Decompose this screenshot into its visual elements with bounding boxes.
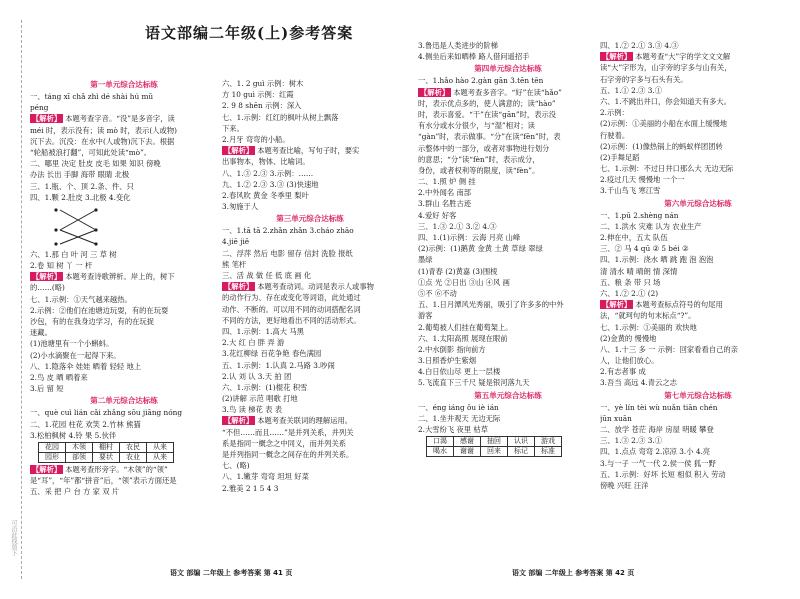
analysis-line [222,145,398,156]
answer-line: 时，表示喜爱。“干”在读“gān”时，表示没 [418,109,557,119]
answer-line: 二、1.照 炉 侧 挂 [418,177,476,187]
section-heading: 第四单元综合达标练 [474,64,542,74]
section-heading: 第二单元综合达标练 [90,396,158,406]
answer-line: jūn xuān [600,413,632,423]
answer-line: (2)示例：(1)像热锅上的蚂蚁样团团转 [600,141,723,151]
answer-line: 3.鲁迅是人类进步的阶梯 [418,41,498,50]
answer-line: 一、táng xī chǎ zhì dé shài hú mǔ [30,92,154,101]
answer-line: 3.千山鸟飞 寒江雪 [600,186,661,196]
grid-cell: 部领 [66,452,93,462]
analysis-text: 本题考查形旁字。“木领”的“领” [65,464,168,474]
answer-line: (1)池塘里有一个小蝌蚪。 [30,339,114,349]
answer-line: (2)示例：(1)鹅黄 金黄 土黄 草绿 翠绿 [418,244,543,254]
section-heading: 第三单元综合达标练 [276,214,344,224]
section-heading: 第七单元综合达标练 [664,390,732,400]
answer-line: 四、1.② 2.① 3.③ 4.③ [600,41,679,50]
analysis-line [418,87,598,98]
page-footer-left: 语文 部编 二年级上 参考答案 第 41 页 [170,569,293,577]
section-heading: 第一单元综合达标练 [90,80,158,89]
answer-line: 七、1.示例：①天气越来越热。 [30,294,132,304]
answer-line: 三、1.瓶、个、顶 2.条、件、只 [30,181,134,191]
answer-line: 下来。 [222,123,244,133]
grid-cell: 标记 [508,447,535,457]
matching-lines-diagram [48,204,108,248]
answer-line: 2.中外闻名 南部 [418,188,472,198]
analysis-line [600,299,796,310]
answer-line: 4.侧坐后来如晒棒 路人借问遥招手 [418,52,530,62]
answer-line: 六、1. 2 guì 示例：树木 [222,79,304,88]
grid-cell: 认识 [508,437,535,447]
answer-line: 2.伸在中，五太 队伍 [600,233,668,242]
analysis-line [30,113,218,124]
answer-line: 2.鸟 皮 晒 晒着来 [30,372,88,382]
column-1 [30,78,218,497]
answer-line: 三、活 战 做 任 低 底 画 化 [222,271,312,280]
answer-line: 3.群山 名胜古迹 [418,199,472,209]
answer-line: 时，表示优点多的，使人满意的；读“hào” [418,98,556,108]
analysis-text: 本题考查“大”字的学文文文解 [635,52,731,62]
matching-dot [54,242,57,245]
answer-line: 3.花红柳绿 百花争艳 春色满园 [222,349,322,359]
answer-line: 是“耳”，“年”都“拼音”后，“领”表示方面还是 [30,476,177,486]
matching-dot [94,242,97,245]
grid-cell: 感谢 [454,437,481,447]
answer-line: 六、1.示例：(1)棍花 积雪 [222,382,308,392]
answer-line: 身份，或者权利等的限度，读“fèn”。 [418,165,540,175]
analysis-text: 本题考查字音。“没”是多音字，读 [65,114,175,124]
grid-cell: 园形 [39,452,66,462]
answer-line: 二、1.花园 柱花 欢笑 2.竹林 熊猫 [30,419,141,429]
answer-line: 3.与一子 一气一代 2.侯一侯 狐一野 [600,458,716,468]
answer-line: 迷藏。 [30,328,52,338]
grid-cell: 要状 [93,452,120,462]
answer-line: 四、1.示例：浇水 晒 跳 跑 泡 泡泡 [600,255,714,265]
grid-cell: 从来 [147,452,174,462]
answer-line: “不但……而且……”是并列关系，并列关 [222,427,354,437]
answer-line: 示整体中的一部分，或者对事物进行划分 [418,143,550,153]
grid-cell: 游戏 [535,437,562,447]
answer-line: 六、1.那 白 叶 河 三 草 树 [30,249,117,259]
answer-line: 系是指同一概念之中同义，而并列关系 [222,438,347,448]
analysis-tag: 【解析】 [602,52,632,62]
answer-line: 4.白日依山尽 更上一层楼 [418,367,501,377]
answer-line: 六、1.② 2.① (2) [600,288,659,298]
answer-line: 一、yè lín tèi wù nuǎn tiān chén [600,402,718,412]
answer-line: 石字旁的字多与石头有关。 [600,74,688,84]
grid-cell: 棚村 [93,442,120,452]
answer-line: 四、1.颗 2.肚皮 3.北极 4.变化 [30,192,131,202]
answer-line: 八、1.隐落伞 娃娃 晒着 轻轻 地上 [30,361,142,371]
analysis-line [30,464,218,475]
binding-side-text: 可沿此线剪下 [10,520,17,556]
grid-cell: 木领 [66,442,93,452]
answer-line: ⑤不 ⑥不动 [418,288,457,298]
analysis-tag: 【解析】 [32,272,62,282]
answer-line: (2)示例：①美丽的小船在水面上缓慢地 [600,119,728,129]
answer-line: 有水分或水分很少，与“湿”相对；读 [418,121,535,131]
answer-line: (2)金黄的 慢慢地 [600,333,657,343]
column-3 [418,40,598,458]
page-title: 语文部编二年级(上)参考答案 [145,24,354,42]
answer-line: 出事物本，物体、比喻词。 [222,157,310,167]
answer-line: 的……(略) [30,283,65,293]
analysis-tag: 【解析】 [602,300,632,310]
answer-line: 3.日照香炉生紫烟 [418,356,477,366]
grid-cell: 喝水 [427,447,454,457]
analysis-line [222,281,398,292]
analysis-tag: 【解析】 [32,464,62,474]
answer-line: 五、采 把 户 台 方 家 双 片 [30,487,120,497]
answer-line: 七、1.示例：①美丽的 欢快地 [600,322,697,332]
analysis-text: 本题考查诗歌辨析。岸上的，树下 [65,272,175,282]
binding-line [21,20,22,579]
grid-cell: 口渴 [427,437,454,447]
answer-line: 2.雅美 2 1 5 4 3 [222,483,279,493]
matching-dot [54,228,57,231]
answer-line: 七、1.示例：红红的枫叶从树上飘落 [222,112,339,122]
grid-cell: 花园 [39,442,66,452]
answer-line: 五、1.示例：好坏 长短 相似 积入 劳动 [600,469,726,479]
answer-line: 5.飞流直下三千尺 疑是银河落九天 [418,378,530,388]
answer-line: 三、1.③ 2.③ 3.① [600,436,663,446]
answer-line: 二、1.洪水 灾难 认为 农业生产 [600,221,702,231]
answer-line: 3.吾当 高远 4.青云之志 [600,378,677,388]
column-4 [600,40,796,491]
analysis-text: 本题考查动词。动词是表示人或事物 [257,282,374,292]
page-footer-right: 语文 部编 二年级上 参考答案 第 42 页 [512,569,635,577]
grid-cell: 回来 [481,447,508,457]
section-heading: 第六单元综合达标练 [664,198,732,208]
answer-line: 八、1.③ 2.③ 3.示例：…… [222,168,314,178]
answer-line: ①点 光 ②日出 ③山 ④风 画 [418,277,510,287]
grid-cell: 农民 [120,442,147,452]
grid-cell: 标准 [535,447,562,457]
answer-line: 七、(略) [222,461,250,471]
answer-line: 一、éng iáng ǒu iè ián [418,402,499,412]
answer-line: 3.松柏枫树 4.铃 果 5.伙伴 [30,430,117,440]
answer-line: 一、què cuì lián cǎi zhǎng sōu jiāng nóng [30,408,183,418]
answer-line: 沙包，有的在我身边学习，有的在玩捉 [30,317,155,326]
answer-line: 二、哪里 决定 肚皮 皮毛 如果 知识 傍晚 [30,159,161,169]
answer-line: 是并列指同一概念之间存在的并列关系。 [222,450,354,459]
answer-line: 人，让他们放心。 [600,356,659,366]
answer-line: 3.鸟 读 梯花 表 表 [222,405,283,415]
answer-line: 4.爱好 好客 [418,210,457,220]
analysis-text: 本题考查关联词的理解运用。 [257,416,353,426]
grid-cell: 谢谢 [454,447,481,457]
answer-line: 2.中水倒影 指向前方 [418,344,486,354]
analysis-tag: 【解析】 [224,282,254,292]
answer-line: 2.认 刘 认 3.天 拍 团 [222,371,292,381]
answer-line: 2.示例： [600,108,629,118]
answer-line: 八、1.嫩芽 弯弯 坦坦 好菜 [222,472,309,482]
answer-line: 七、1.示例：不过日井口那么大 无边无际 [600,164,734,174]
column-2 [222,78,398,494]
answer-line: 五、1.示例：1.认真 2.马路 3.吵闹 [222,360,335,370]
answer-line: 一、1.tā tā 2.zhǎn zhǎn 3.cháo zhāo [222,226,354,236]
answer-line: 傍晚 兴旺 汪洋 [600,480,649,490]
answer-line: 2.大 红 白 胖 弄 游 [222,338,285,348]
answer-line: 二、放学 苍茫 海岸 房屋 明暖 攀登 [600,425,714,434]
answer-line: 2.月牙 弯弯的小船。 [222,134,290,144]
answer-line: 五、1.日月潭风光秀丽，吸引了许多多的中外 [418,300,564,310]
answer-line: 2.卷 知 树 丫 一 杆 [30,261,93,271]
answer-line: 熊 笔杆 [222,259,247,269]
answer-line: 方 10 guì 示例：红霞 [222,90,294,100]
answer-line: 动作、不断的。可以用不同的动词搭配名词 [222,304,361,314]
answer-line: (2)讲解 示范 唱歌 打地 [222,394,298,404]
answer-line: 2. 9 8 shēn 示例：深入 [222,101,302,111]
analysis-tag: 【解析】 [224,416,254,426]
analysis-text: 本题考查标点符号的句尾用 [635,300,723,310]
answer-line: 4.jiē jiě [222,237,250,247]
answer-line: 四、1.示例：1.高大 马黑 [222,326,304,336]
answer-line: 一、1.pū 2.shèng nán [600,210,679,220]
answer-line: 二、1.坐井观天 无边无际 [418,413,501,423]
answer-line: 2.春风吹 黄金 冬季里 梨叶 [222,190,309,200]
answer-line: 一、1.hǎo hào 2.gàn gān 3.tēn tēn [418,76,544,86]
analysis-line [222,415,398,426]
answer-line: (2)小水滴聚在一起得下来。 [30,350,121,360]
answer-line: “轮船被浪打翻”，可知此处读“mò”。 [30,147,152,157]
answer-line: 墨绿 [418,255,433,265]
answer-line: (2)手舞足蹈 [600,152,640,162]
answer-line: 沉下去。沉没：在水中(人或物)沉下去。根据 [30,136,175,146]
analysis-text: 本题考查多音字。“好”在读“hǎo” [453,87,562,97]
answer-line: 2.疫过几天 慢慢地 一个一 [600,175,685,185]
answer-line: 二、浮萍 然后 电影 留存 信封 洗脸 报纸 [222,248,353,258]
answer-line: 五、1.① 2.③ 3.① [600,85,663,95]
answer-line: 行驶着。 [600,130,630,140]
answer-line: 3.匆施于人 [222,202,259,212]
section-heading: 第五单元综合达标练 [474,390,542,400]
answer-line: 法，“就珂句的句末标点“?”。 [600,311,696,321]
answer-line: 2.有志者事 成 [600,367,646,377]
answer-line: (1)青春 (2)黄嘉 (3)围棱 [418,266,498,276]
grid-cell: 抽回 [481,437,508,447]
grid-cell: 从来 [147,442,174,452]
grid-cell: 农业 [120,452,147,462]
answer-line: “gàn”时，表示做事。“分”在读“fēn”时，表 [418,132,561,142]
answer-line: 九、1.② 2.③ 3.③ (3)快速地 [222,179,319,189]
answer-line: 2.示例：②他们在池塘边玩耍，有的在玩耍 [30,305,169,315]
word-grid [38,442,174,463]
answer-line: 办法 长出 手脚 海带 眼睛 北极 [30,170,130,180]
analysis-tag: 【解析】 [224,146,254,156]
answer-line: 清 清水 晴 晴朗 情 深情 [600,266,678,276]
analysis-line [30,271,218,282]
answer-line: 的动作行为、存在或变化等词语，此处通过 [222,293,361,303]
answer-line: 三、② 马 4 qū ② 5 béi ② [600,244,689,254]
answer-line: 2.大雪纷飞 夜里 枯草 [418,425,488,434]
answer-line: 读“大”字形为，山字旁的字多与山有关， [600,63,732,73]
analysis-text: 本题考查比喻，写句子时，要实 [257,146,360,156]
answer-line: 不同的方法，更好地看出不同的活动形式。 [222,315,361,325]
answer-line: méi 时，表示没有；读 mò 时，表示(人或物) [30,125,177,135]
matching-dot [54,208,57,211]
answer-line: péng [30,103,49,113]
right-page [400,0,800,599]
answer-line: 3.后 留 短 [30,384,64,394]
answer-line: 的意思；“分”读“fèn”时，表示成分， [418,154,540,164]
answer-line: 游客 [418,311,433,321]
answer-line: 2.葡萄被人们挂在葡萄架上。 [418,322,513,332]
answer-line: 五、粮 条 带 只 场 [600,277,661,287]
answer-line: 四、1.(1)示例：云海 月亮 山峰 [418,233,521,242]
answer-line: 四、1.点点 弯弯 2.凉凉 3.小 4.亮 [600,447,711,457]
word-grid [426,436,562,457]
analysis-tag: 【解析】 [420,87,450,97]
answer-line: 六、1.太阳高照 展现在眼前 [418,333,508,343]
analysis-line [600,51,796,62]
matching-dot [94,228,97,231]
answer-line: 六、1.不跳出井口，你会知道天有多大。 [600,96,732,106]
answer-line: 三、1.③ 2.① 3.② 4.③ [418,221,497,231]
analysis-tag: 【解析】 [32,114,62,124]
answer-line: 八、1.十三 多 一 示例：回家看看自己的亲 [600,344,738,354]
matching-dot [94,208,97,211]
